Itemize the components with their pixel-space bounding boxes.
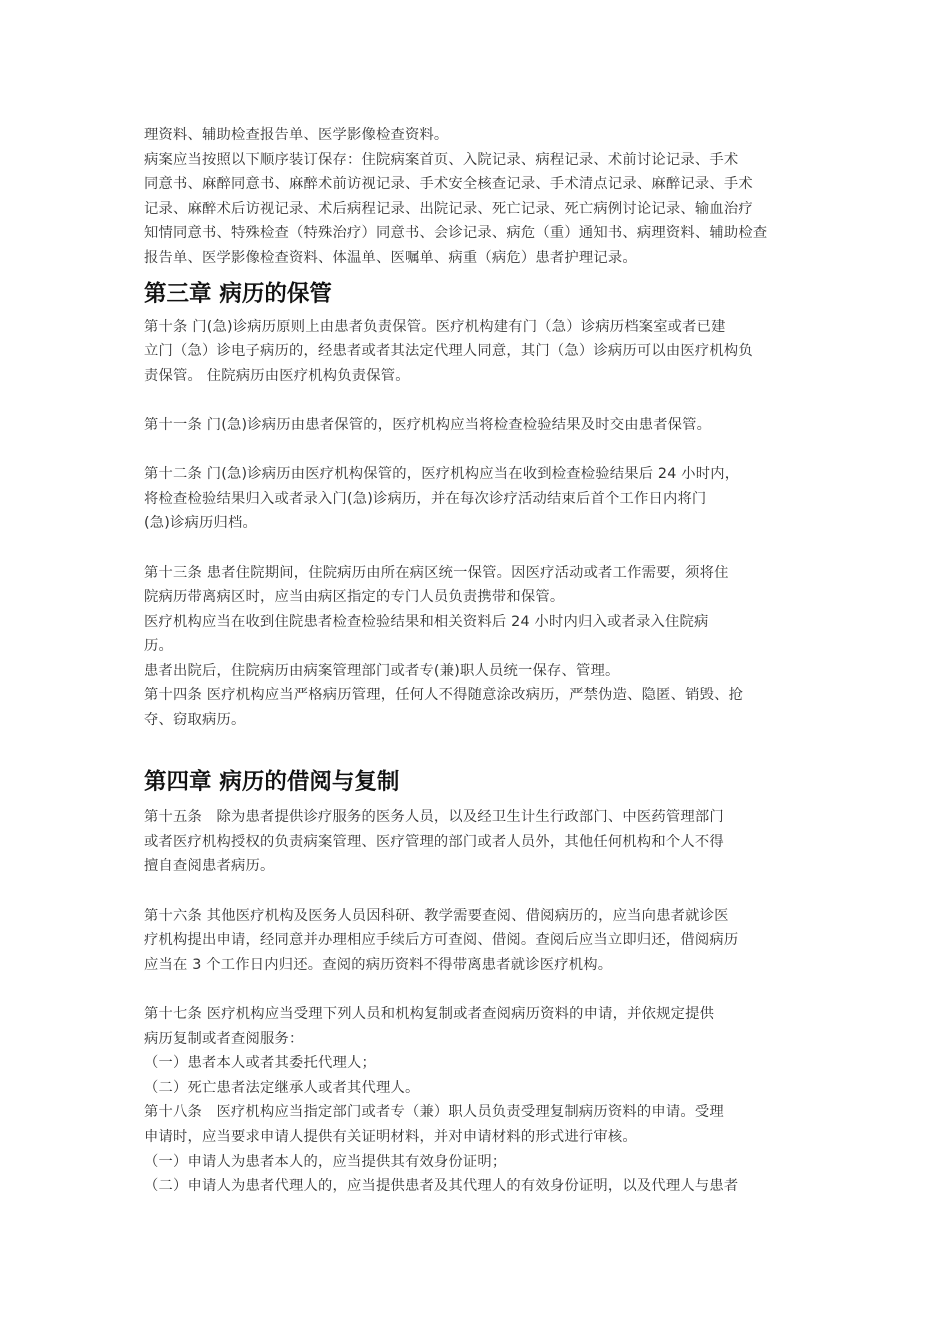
text-line: 将检查检验结果归入或者录入门(急)诊病历，并在每次诊疗活动结束后首个工作日内将门 [144,490,707,507]
text-line: 第十三条 患者住院期间，住院病历由所在病区统一保管。因医疗活动或者工作需要，须将住 [144,564,729,581]
text-line: 第十八条 医疗机构应当指定部门或者专（兼）职人员负责受理复制病历资料的申请。受理 [144,1104,724,1121]
text-line: 患者出院后，住院病历由病案管理部门或者专(兼)职人员统一保存、管理。 [144,662,620,679]
text-line: 立门（急）诊电子病历的，经患者或者其法定代理人同意，其门（急）诊病历可以由医疗机构负 [144,343,753,360]
article-11 [144,413,820,438]
text-line: 知情同意书、特殊检查（特殊治疗）同意书、会诊记录、病危（重）通知书、病理资料、辅助检查 [144,225,768,242]
blank-line [144,438,820,463]
text-line: 历。 [144,638,173,655]
intro-section [144,123,820,271]
blank-line [144,536,820,561]
chapter-4-heading: 第四章 病历的借阅与复制 [144,769,400,796]
text-line: （二）申请人为患者代理人的，应当提供患者及其代理人的有效身份证明，以及代理人与患者 [144,1178,739,1195]
blank-line [144,388,820,413]
blank-line [144,977,820,1002]
text-line: 夺、窃取病历。 [144,712,246,729]
text-line: 记录、麻醉术后访视记录、术后病程记录、出院记录、死亡记录、死亡病例讨论记录、输血治疗 [144,200,753,217]
text-line: （二）死亡患者法定继承人或者其代理人。 [144,1079,420,1096]
blank-line [144,879,820,904]
text-line: 擅自查阅患者病历。 [144,858,275,875]
blank-line [144,733,820,758]
text-line: 第十一条 门(急)诊病历由患者保管的，医疗机构应当将检查检验结果及时交由患者保管。 [144,416,712,433]
article-10 [144,315,820,389]
article-16 [144,904,820,978]
text-line: （一）申请人为患者本人的，应当提供其有效身份证明； [144,1153,507,1170]
text-line: 院病历带离病区时，应当由病区指定的专门人员负责携带和保管。 [144,589,565,606]
text-line: 或者医疗机构授权的负责病案管理、医疗管理的部门或者人员外，其他任何机构和个人不得 [144,833,724,850]
text-line: 第十六条 其他医疗机构及医务人员因科研、教学需要查阅、借阅病历的，应当向患者就诊医 [144,907,729,924]
text-line: 申请时，应当要求申请人提供有关证明材料，并对申请材料的形式进行审核。 [144,1128,637,1145]
text-line: 第十五条 除为患者提供诊疗服务的医务人员，以及经卫生计生行政部门、中医药管理部门 [144,809,724,826]
text-line: （一）患者本人或者其委托代理人； [144,1055,376,1072]
text-line: 同意书、麻醉同意书、麻醉术前访视记录、手术安全核查记录、手术清点记录、麻醉记录、手术 [144,176,753,193]
text-line: 第十条 门(急)诊病历原则上由患者负责保管。医疗机构建有门（急）诊病历档案室或者已建 [144,318,726,335]
chapter-3-heading: 第三章 病历的保管 [144,280,332,307]
text-line: 应当在 3 个工作日内归还。查阅的病历资料不得带离患者就诊医疗机构。 [144,956,613,973]
text-line: (急)诊病历归档。 [144,515,258,532]
article-17-18 [144,1002,820,1199]
document-page [144,123,820,1199]
text-line: 病历复制或者查阅服务： [144,1030,304,1047]
text-line: 报告单、医学影像检查资料、体温单、医嘱单、病重（病危）患者护理记录。 [144,249,637,266]
article-13-14 [144,561,820,733]
text-line: 责保管。 住院病历由医疗机构负责保管。 [144,367,410,384]
text-line: 第十二条 门(急)诊病历由医疗机构保管的，医疗机构应当在收到检查检验结果后 24 小时内， [144,466,740,483]
article-12 [144,462,820,536]
text-line: 理资料、辅助检查报告单、医学影像检查资料。 [144,127,449,143]
text-line: 疗机构提出申请，经同意并办理相应手续后方可查阅、借阅。查阅后应当立即归还，借阅病历 [144,932,739,949]
text-line: 第十七条 医疗机构应当受理下列人员和机构复制或者查阅病历资料的申请，并依规定提供 [144,1006,715,1022]
text-line: 医疗机构应当在收到住院患者检查检验结果和相关资料后 24 小时内归入或者录入住院病 [144,613,709,630]
text-line: 病案应当按照以下顺序装订保存：住院病案首页、入院记录、病程记录、术前讨论记录、手术 [144,151,739,168]
text-line: 第十四条 医疗机构应当严格病历管理，任何人不得随意涂改病历，严禁伪造、隐匿、销毁、抢 [144,687,744,704]
article-15 [144,805,820,879]
